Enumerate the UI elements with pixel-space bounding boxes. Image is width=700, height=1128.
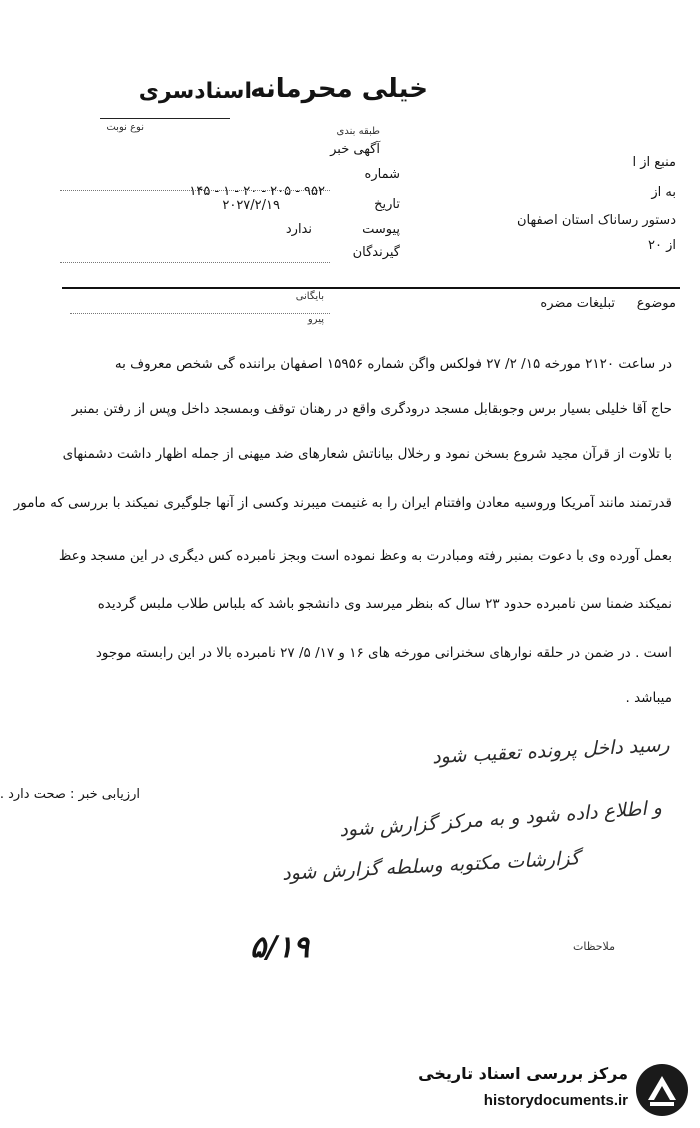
body-line-1: در ساعت ۲۱۲۰ مورخه ۱۵/ ۲/ ۲۷ فولکس واگن شماره ۱۵۹۵۶ اصفهان براننده گی شخص معروف به — [114, 356, 672, 372]
handwritten-note-3: گزارشات مکتوبه وسلطه گزارش شود — [281, 847, 581, 885]
subject-label: موضوع — [636, 296, 676, 311]
body-line-8: میباشد . — [625, 690, 672, 706]
date-label: تاریخ — [374, 197, 400, 212]
handwritten-figure: ۵/۱۹ — [250, 930, 310, 965]
source-watermark — [402, 1058, 694, 1122]
number-label: شماره — [364, 167, 400, 182]
to-line: دستور رساناک استان اصفهان — [516, 213, 676, 228]
subject-line — [70, 313, 330, 314]
body-line-3: با تلاوت از قرآن مجید شروع بسخن نمود و رخلال بیاناتش شعارهای ضد میهنی از جمله اظهار داشت دشمنهای — [62, 446, 672, 462]
attachment-value: ندارد — [285, 222, 312, 237]
logo-url: historydocuments.ir — [483, 1092, 628, 1109]
priority-label: نوع نوبت — [106, 122, 144, 133]
header-separator — [62, 287, 680, 289]
side-label-1: بایگانی — [295, 291, 324, 302]
from-line-2: به از — [651, 185, 676, 200]
evaluation-label: ارزیابی خبر : صحت دارد . — [0, 787, 140, 802]
side-label-2: پیرو — [307, 314, 324, 325]
body-line-2: حاج آقا خلیلی بسیار برس وجوبقابل مسجد درودگری واقع در رهنان توقف وبمسجد داخل وپس از رفتن بمنبر — [71, 401, 672, 417]
body-line-7: است . در ضمن در حلقه نوارهای سخنرانی مورخه های ۱۶ و ۱۷/ ۵/ ۲۷ نامبرده بالا در این رابسته موجود — [95, 645, 672, 661]
classification-label: طبقه بندی — [336, 126, 380, 137]
num-line: از ۲۰ — [648, 238, 676, 253]
recipients-label: گیرندگان — [352, 245, 400, 260]
urgency-title: اسنادسری — [138, 79, 252, 104]
doc-type: آگهی خبر — [330, 142, 380, 157]
urgency-underline — [100, 118, 230, 119]
date-value: ۲۰۲۷/۲/۱۹ — [222, 198, 280, 213]
number-value: ۱۴۵ - ۱ - ۲۰ - ۲۰۵ - ۹۵۲ — [189, 184, 325, 199]
logo-title: مرکز بررسی اسناد تاریخی — [418, 1064, 628, 1083]
handwritten-note-1: رسید داخل پرونده تعقیب شود — [431, 733, 671, 769]
from-line-1: منبع از ا — [632, 155, 676, 170]
body-line-5: بعمل آورده وی با دعوت بمنبر رفته ومبادرت به وعظ نموده است وبجز نامبرده کس دیگری در این مسجد وعظ — [58, 548, 672, 564]
number-line — [60, 190, 330, 191]
remarks-label: ملاحظات — [573, 940, 615, 953]
subject-value: تبلیغات مضره — [540, 296, 615, 311]
archive-logo-icon — [634, 1062, 690, 1118]
recipients-line — [60, 262, 330, 263]
attachment-label: پیوست — [362, 222, 400, 237]
classification-title: خیلی محرمانه — [250, 74, 428, 104]
handwritten-note-2: و اطلاع داده شود و به مرکز گزارش شود — [338, 796, 663, 842]
body-line-6: نمیکند ضمنا سن نامبرده حدود ۲۳ سال که بنظر میرسد وی دانشجو باشد که بلباس طلاب ملبس گردیده — [97, 596, 672, 612]
body-line-4: قدرتمند مانند آمریکا وروسیه معادن وافتنام ایران را به غنیمت میبرند وکسی از آنها جلوگیری نمیکند با بررسی که مامور — [13, 495, 672, 511]
